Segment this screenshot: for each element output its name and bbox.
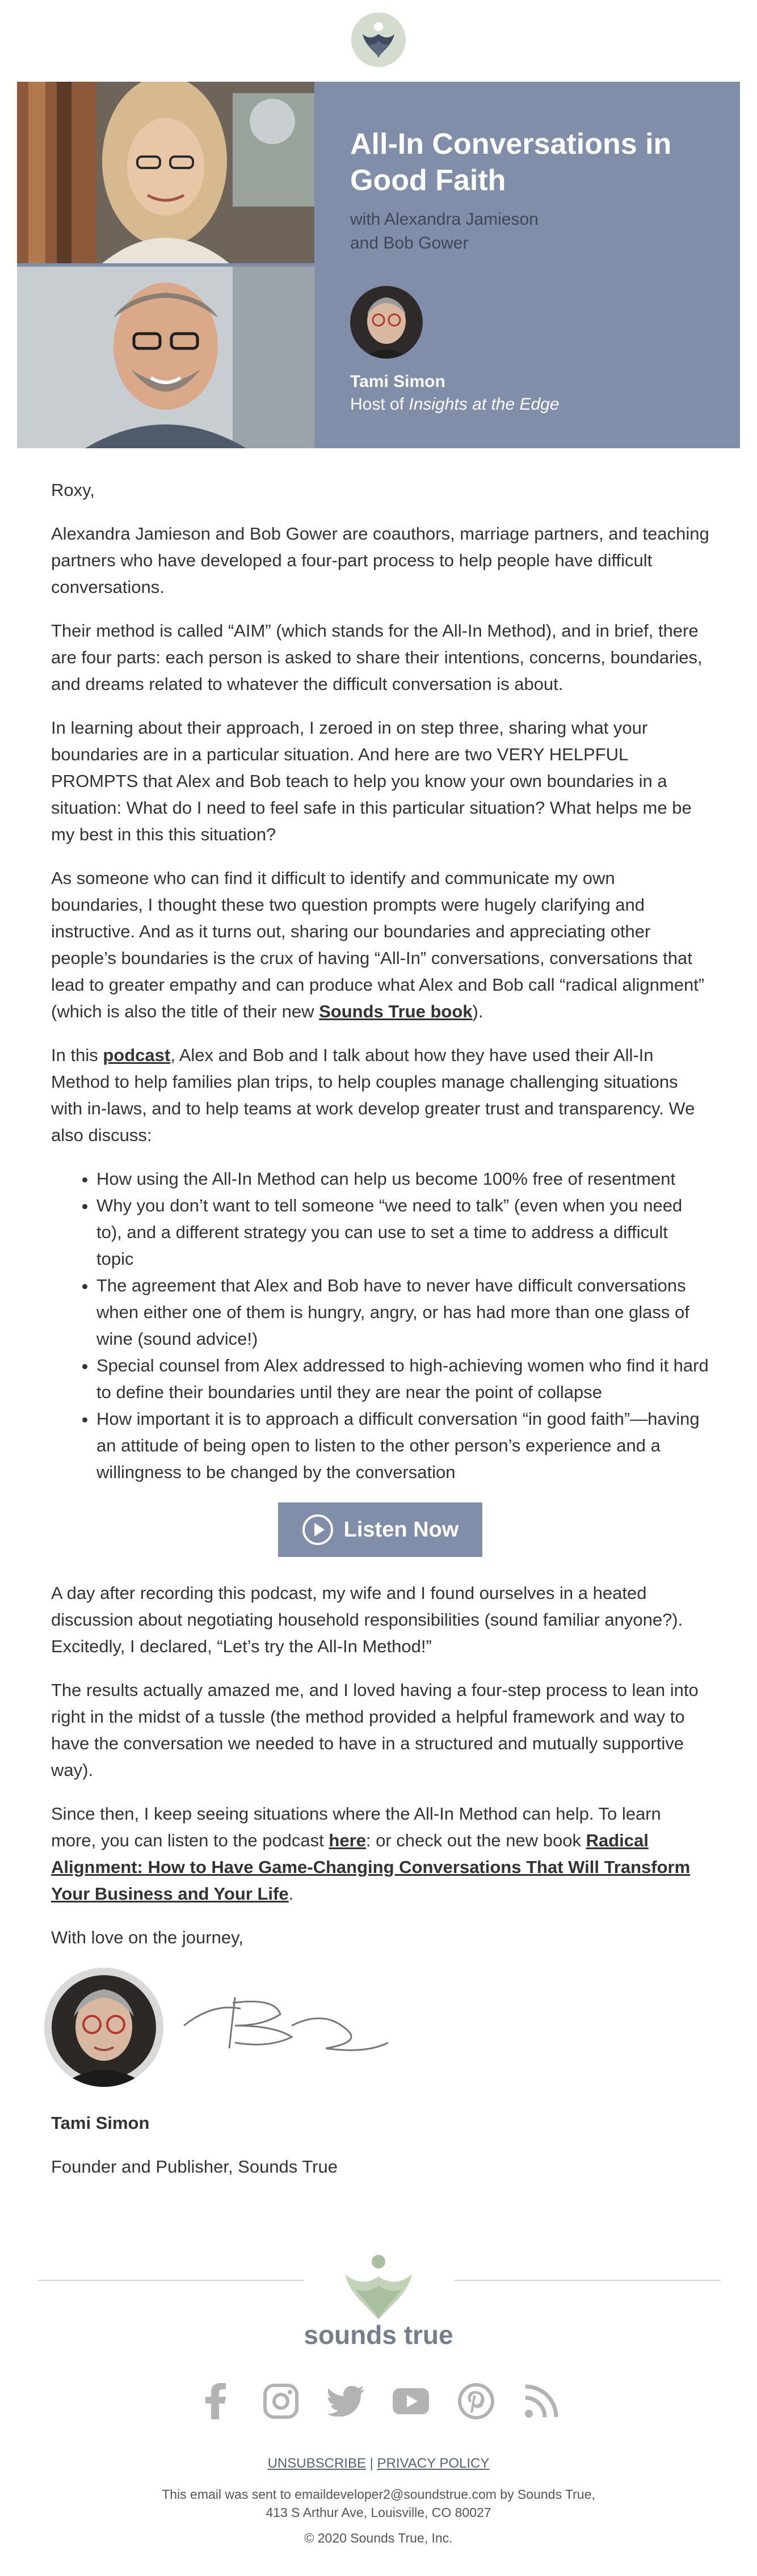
- list-item: • How using the All-In Method can help us become 100% free of resentment: [96, 1165, 709, 1192]
- social-links: [193, 2379, 564, 2424]
- hero-subtitle-line1: with Alexandra Jamieson: [350, 210, 539, 229]
- learn-more-start: Since then, I keep seeing situations where the All-In Method can help. To learn more, you can listen to the podcast: [51, 1804, 661, 1850]
- podcast-here-link[interactable]: here: [329, 1830, 366, 1850]
- signature-row: [51, 1968, 709, 2093]
- host-role-prefix: Host of: [350, 395, 409, 414]
- host-role-show: Insights at the Edge: [409, 395, 560, 414]
- list-item: • How important it is to approach a difficult conversation “in good faith”—having an attitude of being open to listen to the other person’s experience and a willingness to be changed by the conversation: [96, 1405, 709, 1485]
- footer-copyright: © 2020 Sounds True, Inc.: [304, 2531, 453, 2545]
- listen-now-button[interactable]: [278, 1502, 482, 1557]
- paragraph-story: A day after recording this podcast, my wife and I found ourselves in a heated discussion about negotiating household responsibilities (sound familiar anyone?). Excitedly, I declared, “Let’s try the All-In Method!”: [51, 1583, 683, 1656]
- sounds-true-logo-icon: [350, 11, 407, 68]
- list-item: • Why you don’t want to tell someone “we need to talk” (even when you need to), and a different strategy you can use to set a time to address a difficult topic: [96, 1192, 709, 1272]
- youtube-icon[interactable]: [388, 2379, 434, 2424]
- hero-subtitle: [350, 208, 713, 255]
- paragraph-podcast: [51, 1042, 709, 1148]
- listen-now-label: Listen Now: [343, 1517, 459, 1542]
- footer-divider-left: [37, 2280, 304, 2281]
- closing-line: With love on the journey,: [51, 1927, 243, 1947]
- instagram-icon[interactable]: [258, 2379, 304, 2424]
- signature-name: Tami Simon: [51, 2113, 150, 2133]
- guest-photo-bob: [17, 267, 314, 448]
- handwritten-signature: [178, 1986, 394, 2065]
- rss-icon[interactable]: [519, 2379, 564, 2424]
- pinterest-icon[interactable]: [453, 2379, 499, 2424]
- sounds-true-book-link[interactable]: Sounds True book: [319, 1001, 473, 1021]
- host-role: [350, 395, 560, 414]
- footer-sent-notice: [0, 2485, 757, 2522]
- unsubscribe-link[interactable]: UNSUBSCRIBE: [267, 2456, 366, 2471]
- footer-sent-line1: This email was sent to emaildeveloper2@soundstrue.com by Sounds True,: [162, 2487, 595, 2502]
- guest-photo-alexandra: [17, 82, 314, 263]
- learn-more-end: .: [288, 1884, 294, 1904]
- paragraph-crux: [51, 865, 709, 1025]
- footer-divider-right: [454, 2280, 721, 2281]
- paragraph-results: The results actually amazed me, and I loved having a four-step process to lean into right in the midst of a tussle (the method provided a helpful framework and way to have the conversation we needed to have in a structured and mutually supportive way).: [51, 1680, 699, 1780]
- host-name: Tami Simon: [350, 372, 445, 391]
- play-circle-icon: [302, 1514, 334, 1546]
- learn-more-middle: : or check out the new book: [365, 1830, 586, 1850]
- host-avatar: [350, 286, 423, 359]
- paragraph-method: Their method is called “AIM” (which stands for the All-In Method), and in brief, there are four parts: each person is asked to share their intentions, concerns, boundaries, and dreams related to whatever the difficult conversation is about.: [51, 621, 703, 694]
- list-item: • Special counsel from Alex addressed to high-achieving women who find it hard to define their boundaries until they are near the point of collapse: [96, 1352, 709, 1405]
- paragraph-learn-more: [51, 1800, 709, 1907]
- twitter-icon[interactable]: [323, 2379, 369, 2424]
- list-item: • The agreement that Alex and Bob have to never have difficult conversations when either one of them is hungry, angry, or has had more than one glass of wine (sound advice!): [96, 1272, 709, 1352]
- hero-title: All-In Conversations in Good Faith: [350, 128, 672, 197]
- footer-links: [0, 2456, 757, 2472]
- paragraph-boundaries: In learning about their approach, I zeroed in on step three, sharing what your boundaries are in a particular situation. And here are two VERY HELPFUL PROMPTS that Alex and Bob teach to help you know your own boundaries in a situation: What do I need to feel safe in this particular situation? What helps me be my best in this this situation?: [51, 718, 692, 844]
- sounds-true-wings-icon: [338, 2248, 419, 2322]
- signature-title: Founder and Publisher, Sounds True: [51, 2157, 338, 2177]
- greeting: Roxy,: [51, 480, 95, 500]
- signature-avatar: [44, 1968, 163, 2087]
- privacy-policy-link[interactable]: PRIVACY POLICY: [377, 2456, 490, 2471]
- email-body: [51, 477, 709, 2197]
- discussion-list: [51, 1165, 709, 1485]
- paragraph-intro: Alexandra Jamieson and Bob Gower are coauthors, marriage partners, and teaching partners who have developed a four-part process to help people have difficult conversations.: [51, 524, 709, 597]
- paragraph-crux-end: ).: [472, 1001, 483, 1021]
- radical-alignment-book-link[interactable]: Radical Alignment: How to Have Game-Changing Conversations That Will Transform Your Business and Your Life: [51, 1830, 691, 1904]
- footer-brand-wordmark: sounds true: [304, 2320, 453, 2350]
- footer-link-separator: |: [369, 2456, 373, 2471]
- listen-wrap: [51, 1502, 709, 1557]
- paragraph-crux-text: As someone who can find it difficult to identify and communicate my own boundaries, I thought these two question prompts were hugely clarifying and instructive. And as it turns out, sharing our boundaries and appreciating other people’s boundaries is the crux of having “All-In” conversations, conversations that lead to greater empathy and can produce what Alex and Bob call “radical alignment” (which is also the title of their new: [51, 868, 705, 1021]
- footer-sent-line2: 413 S Arthur Ave, Louisville, CO 80027: [266, 2505, 491, 2520]
- paragraph-podcast-text: , Alex and Bob and I talk about how they have used their All-In Method to help families plan trips, to help couples manage challenging situations with in-laws, and to help teams at work develop greater trust and transparency. We also discuss:: [51, 1045, 695, 1145]
- hero-banner: [17, 82, 740, 448]
- podcast-link[interactable]: podcast: [103, 1045, 171, 1065]
- facebook-icon[interactable]: [193, 2379, 238, 2424]
- paragraph-podcast-start: In this: [51, 1045, 103, 1065]
- hero-subtitle-line2: and Bob Gower: [350, 234, 469, 252]
